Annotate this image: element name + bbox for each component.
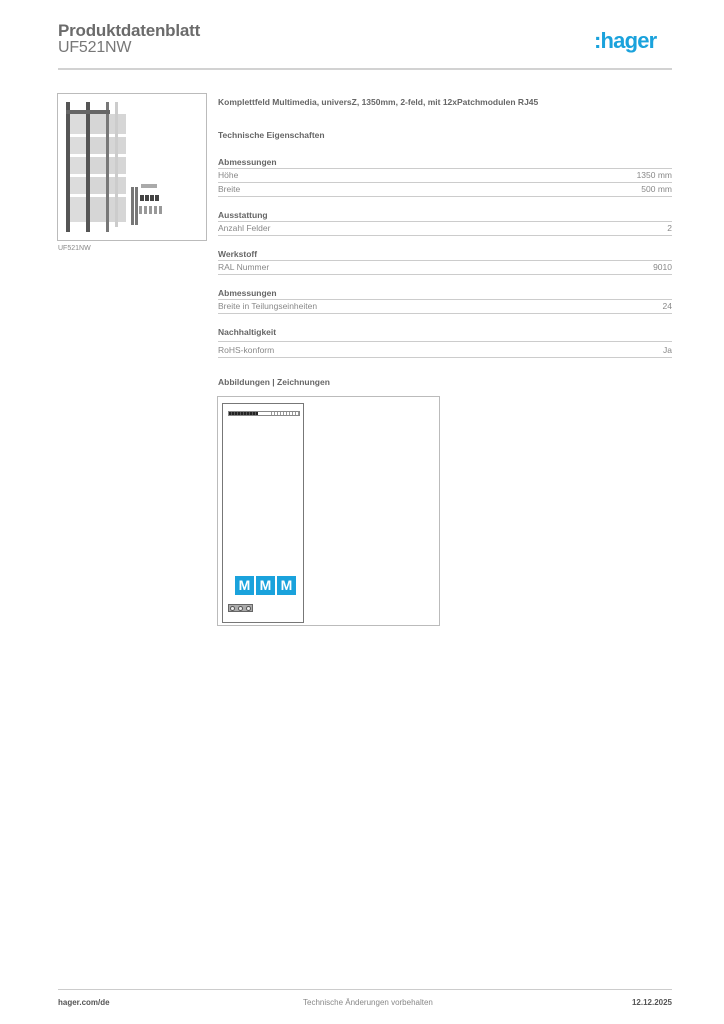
group-title: Abmessungen (218, 156, 672, 169)
property-label: Höhe (218, 170, 239, 180)
property-label: Breite in Teilungseinheiten (218, 301, 318, 311)
property-value: Ja (663, 345, 672, 355)
property-row (218, 222, 672, 236)
property-label: RoHS-konform (218, 345, 275, 355)
product-photo-icon (58, 94, 206, 240)
group-title: Werkstoff (218, 248, 672, 261)
product-code: UF521NW (58, 39, 132, 56)
hager-logo: :hager (594, 28, 657, 53)
socket-connector-icon (228, 604, 253, 612)
property-value: 9010 (653, 262, 672, 272)
product-image-caption: UF521NW (58, 245, 91, 252)
property-value: 500 mm (641, 184, 672, 194)
property-value: 24 (662, 301, 672, 311)
group-abmessungen-2 (218, 287, 672, 314)
property-row (218, 261, 672, 275)
property-row (218, 300, 672, 314)
property-value: 1350 mm (636, 170, 672, 180)
document-title: Produktdatenblatt (58, 21, 201, 40)
group-abmessungen (218, 156, 672, 197)
property-label: RAL Nummer (218, 262, 270, 272)
group-title: Abmessungen (218, 287, 672, 300)
property-row (218, 183, 672, 197)
header-divider (58, 68, 672, 70)
property-row (218, 169, 672, 183)
multimedia-module-icon: M (277, 576, 296, 595)
group-title: Ausstattung (218, 209, 672, 222)
terminal-strip (228, 411, 300, 416)
technical-drawing (217, 396, 440, 626)
group-ausstattung (218, 209, 672, 236)
footer-divider (58, 989, 672, 990)
property-value: 2 (667, 223, 672, 233)
group-werkstoff (218, 248, 672, 275)
multimedia-module-icon: M (256, 576, 275, 595)
group-title: Nachhaltigkeit (218, 326, 672, 342)
footer-date: 12.12.2025 (631, 998, 672, 1007)
footer-disclaimer: Technische Änderungen vorbehalten (303, 998, 433, 1007)
footer-website-link[interactable]: hager.com/de (58, 998, 110, 1007)
technical-properties-title: Technische Eigenschaften (218, 130, 325, 140)
drawings-title: Abbildungen | Zeichnungen (218, 377, 330, 387)
group-nachhaltigkeit (218, 326, 672, 358)
property-row (218, 342, 672, 358)
product-name: Komplettfeld Multimedia, universZ, 1350mm, 2-feld, mit 12xPatchmodulen RJ45 (218, 97, 539, 107)
multimedia-module-icon: M (235, 576, 254, 595)
product-image (57, 93, 207, 241)
enclosure-outline (222, 403, 304, 623)
multimedia-modules (235, 576, 296, 595)
property-label: Anzahl Felder (218, 223, 271, 233)
property-label: Breite (218, 184, 241, 194)
